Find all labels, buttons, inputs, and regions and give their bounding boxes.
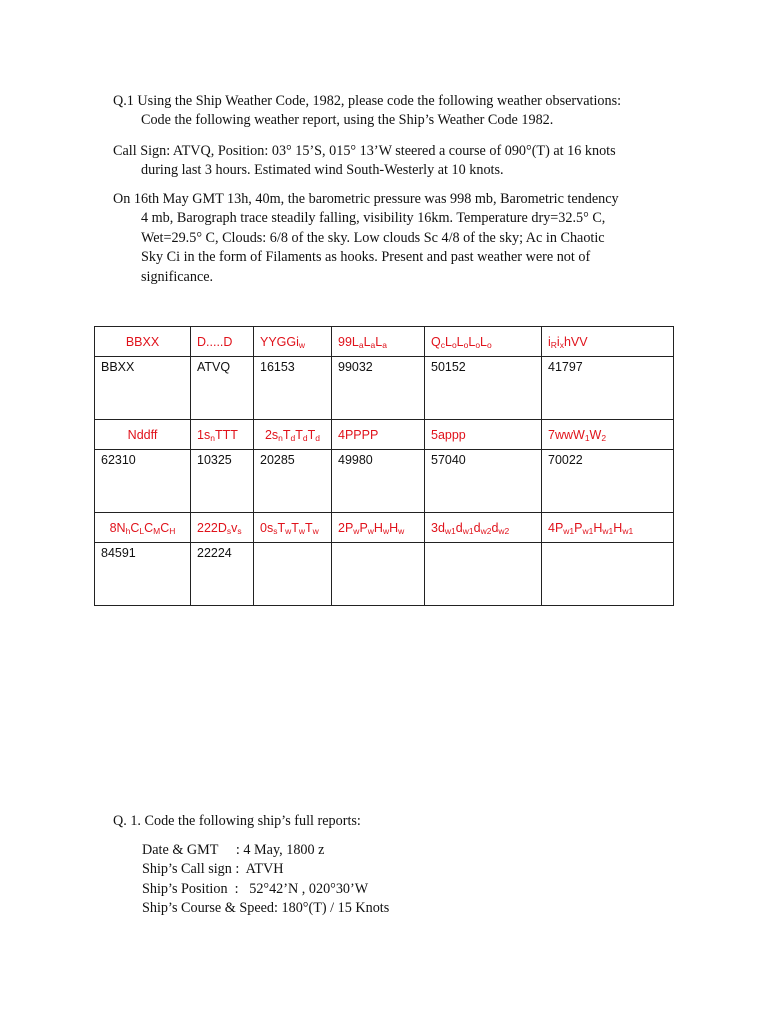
table-row xyxy=(95,327,674,357)
call-sign-line-2: during last 3 hours. Estimated wind South-Westerly at 10 knots. xyxy=(141,162,504,179)
value-cell: 16153 xyxy=(254,357,332,420)
observation-paragraph xyxy=(113,190,673,287)
value-cell: BBXX xyxy=(95,357,191,420)
code-cell: $Q_cL_oL_oL_oL_o$ xyxy=(425,327,542,357)
table-row xyxy=(95,543,674,606)
observation-line-4: Sky Ci in the form of Filaments as hooks. Present and past weather were not of xyxy=(141,249,591,266)
detail-date: Date & GMT : 4 May, 1800 z xyxy=(142,842,325,858)
ship-report-details xyxy=(142,841,389,919)
code-cell: $8N_hC_LC_MC_H$ xyxy=(95,513,191,543)
question-1-line: Q.1 Using the Ship Weather Code, 1982, please code the following weather observations: xyxy=(113,93,622,109)
value-cell xyxy=(425,543,542,606)
code-cell: $7wwW_1W_2$ xyxy=(542,420,674,450)
code-cell: $99L_aL_aL_a$ xyxy=(332,327,425,357)
table-row xyxy=(95,357,674,420)
value-cell xyxy=(332,543,425,606)
value-cell: 22224 xyxy=(191,543,254,606)
value-cell: ATVQ xyxy=(191,357,254,420)
code-cell: $3d_{w1}d_{w1}d_{w2}d_{w2}$ xyxy=(425,513,542,543)
value-cell: 57040 xyxy=(425,450,542,513)
code-cell: $2s_nT_dT_dT_d$ xyxy=(254,420,332,450)
code-cell: YYGGi$_w$ xyxy=(254,327,332,357)
code-cell: 5appp xyxy=(425,420,542,450)
observation-line-1: On 16th May GMT 13h, 40m, the barometric pressure was 998 mb, Barometric tendency xyxy=(113,191,619,207)
code-cell: $222D_sv_s$ xyxy=(191,513,254,543)
question-1-intro xyxy=(113,92,673,131)
detail-position: Ship’s Position : 52°42’N , 020°30’W xyxy=(142,880,369,897)
detail-call-sign: Ship’s Call sign : ATVH xyxy=(142,861,284,878)
table-row xyxy=(95,513,674,543)
table-row xyxy=(95,450,674,513)
value-cell: 70022 xyxy=(542,450,674,513)
value-cell: 20285 xyxy=(254,450,332,513)
code-cell: 4PPPP xyxy=(332,420,425,450)
value-cell: 62310 xyxy=(95,450,191,513)
observation-line-2: 4 mb, Barograph trace steadily falling, visibility 16km. Temperature dry=32.5° C, xyxy=(141,210,606,227)
value-cell: 49980 xyxy=(332,450,425,513)
observation-line-5: significance. xyxy=(141,268,214,285)
call-sign-paragraph xyxy=(113,142,673,181)
value-cell: 50152 xyxy=(425,357,542,420)
code-cell: $i_Ri_xhVV$ xyxy=(542,327,674,357)
code-cell: $1s_nTTT$ xyxy=(191,420,254,450)
value-cell xyxy=(542,543,674,606)
code-cell: $2P_wP_wH_wH_w$ xyxy=(332,513,425,543)
code-cell: D.....D xyxy=(191,327,254,357)
code-cell: $0s_sT_wT_wT_w$ xyxy=(254,513,332,543)
value-cell xyxy=(254,543,332,606)
weather-code-table xyxy=(94,326,674,606)
question-1-instruction: Code the following weather report, using the Ship’s Weather Code 1982. xyxy=(141,112,554,129)
code-cell: $4P_{w1}P_{w1}H_{w1}H_{w1}$ xyxy=(542,513,674,543)
call-sign-line-1: Call Sign: ATVQ, Position: 03° 15’S, 015° 13’W steered a course of 090°(T) at 16 knots xyxy=(113,143,616,159)
question-2-title: Q. 1. Code the following ship’s full reports: xyxy=(113,813,361,829)
value-cell: 99032 xyxy=(332,357,425,420)
value-cell: 84591 xyxy=(95,543,191,606)
table-row xyxy=(95,420,674,450)
value-cell: 10325 xyxy=(191,450,254,513)
code-cell: BBXX xyxy=(95,327,191,357)
code-cell: Nddff xyxy=(95,420,191,450)
value-cell: 41797 xyxy=(542,357,674,420)
observation-line-3: Wet=29.5° C, Clouds: 6/8 of the sky. Low clouds Sc 4/8 of the sky; Ac in Chaotic xyxy=(141,229,605,246)
detail-course-speed: Ship’s Course & Speed: 180°(T) / 15 Knots xyxy=(142,900,390,917)
